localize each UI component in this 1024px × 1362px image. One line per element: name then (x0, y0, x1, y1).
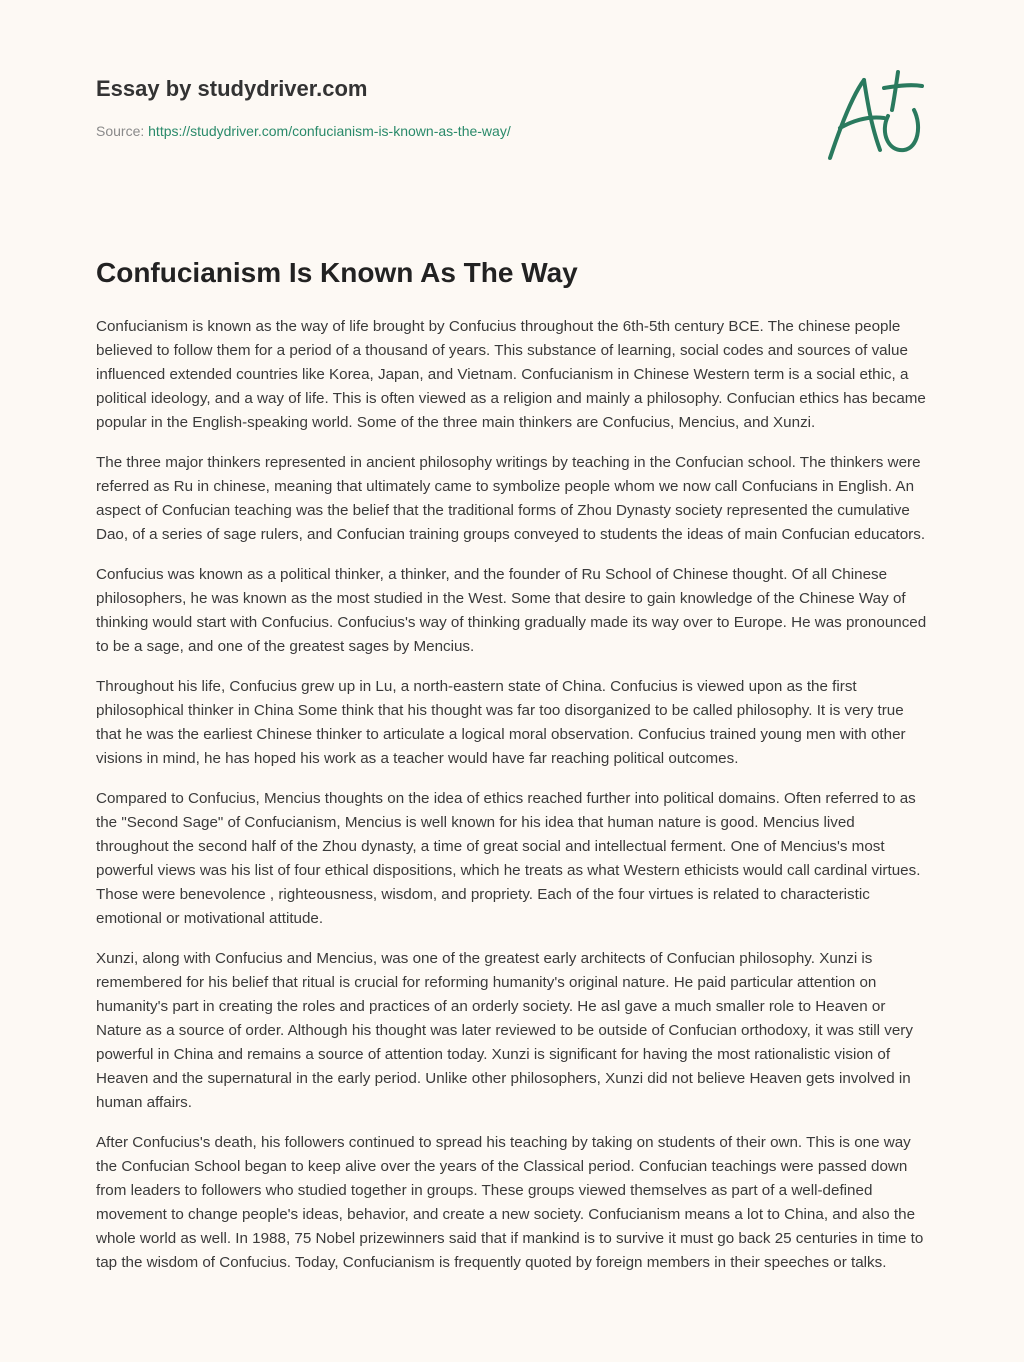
essay-paragraph: After Confucius's death, his followers continued to spread his teaching by taking on students of their own. This is one way the Confucian School began to keep alive over the years of the Classical period. Confucian teachings were passed down from leaders to followers who studied together in groups. These groups viewed themselves as part of a well-defined movement to change people's ideas, behavior, and create a new society. Confucianism means a lot to China, and also the whole world as well. In 1988, 75 Nobel prizewinners said that if mankind is to survive it must go back 25 centuries in time to tap the wisdom of Confucius. Today, Confucianism is frequently quoted by foreign members in their speeches or talks. (96, 1134, 924, 1271)
source-line (96, 122, 796, 140)
essay-paragraph: Confucius was known as a political thinker, a thinker, and the founder of Ru School of Chinese thought. Of all Chinese philosophers, he was known as the most studied in the West. Some that desire to gain knowledge of the Chinese Way of thinking would start with Confucius. Confucius's way of thinking gradually made its way over to Europe. He was pronounced to be a sage, and one of the greatest sages by Mencius. (96, 566, 927, 655)
page-header (96, 74, 796, 140)
essay-paragraph: Xunzi, along with Confucius and Mencius, was one of the greatest early architects of Confucian philosophy. Xunzi is remembered for his belief that ritual is crucial for reforming humanity's original nature. He paid particular attention on humanity's part in creating the roles and practices of an orderly society. He asl gave a much smaller role to Heaven or Nature as a source of order. Although his thought was later reviewed to be outside of Confucian orthodoxy, it was still very powerful in China and remains a source of attention today. Xunzi is significant for having the most rationalistic vision of Heaven and the supernatural in the early period. Unlike other philosophers, Xunzi did not believe Heaven gets involved in human affairs. (96, 950, 913, 1111)
essay-paragraph: The three major thinkers represented in ancient philosophy writings by teaching in the Confucian school. The thinkers were referred as Ru in chinese, meaning that ultimately came to symbolize people whom we now call Confucians in English. An aspect of Confucian teaching was the belief that the traditional forms of Zhou Dynasty society represented the cumulative Dao, of a series of sage rulers, and Confucian training groups conveyed to students the ideas of main Confucian educators. (96, 454, 926, 543)
essay-paragraph: Confucianism is known as the way of life brought by Confucius throughout the 6th-5th century BCE. The chinese people believed to follow them for a period of a thousand of years. This substance of learning, social codes and sources of value influenced extended countries like Korea, Japan, and Vietnam. Confucianism in Chinese Western term is a social ethic, a political ideology, and a way of life. This is often viewed as a religion and mainly a philosophy. Confucian ethics has became popular in the English-speaking world. Some of the three main thinkers are Confucius, Mencius, and Xunzi. (96, 318, 926, 431)
essay-content (96, 255, 930, 1291)
essay-title: Confucianism Is Known As The Way (96, 257, 578, 288)
essay-paragraph: Throughout his life, Confucius grew up in Lu, a north-eastern state of China. Confucius is viewed upon as the first philosophical thinker in China Some think that his thought was far too disorganized to be called philosophy. It is very true that he was the earliest Chinese thinker to articulate a logical moral observation. Confucius trained young men with other visions in mind, he has hoped his work as a teacher would have far reaching political outcomes. (96, 678, 906, 767)
essay-paragraph: Compared to Confucius, Mencius thoughts on the idea of ethics reached further into political domains. Often referred to as the "Second Sage" of Confucianism, Mencius is well known for his idea that human nature is good. Mencius lived throughout the second half of the Zhou dynasty, a time of great social and intellectual ferment. One of Mencius's most powerful views was his list of four ethical dispositions, which he treats as what Western ethicists would call cardinal virtues. Those were benevolence , righteousness, wisdom, and propriety. Each of the four virtues is related to characteristic emotional or motivational attitude. (96, 790, 921, 927)
source-link[interactable]: https://studydriver.com/confucianism-is-known-as-the-way/ (148, 123, 511, 139)
source-label: Source: (96, 123, 149, 139)
site-title: Essay by studydriver.com (96, 76, 368, 101)
a-plus-logo-icon (818, 66, 930, 166)
